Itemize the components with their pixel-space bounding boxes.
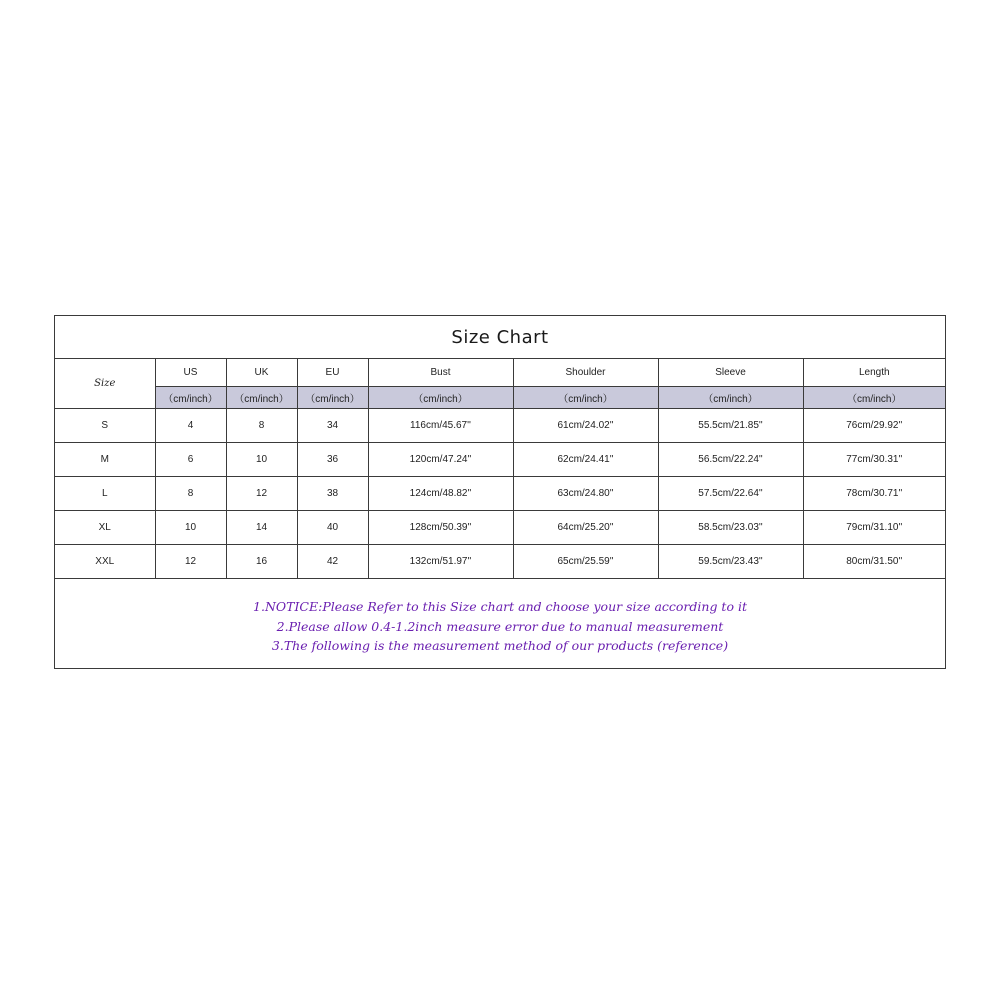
table-cell: 116cm/45.67'': [368, 409, 513, 443]
size-cell: XL: [55, 511, 155, 545]
note-line: 3.The following is the measurement method of our products (reference): [271, 638, 729, 653]
table-cell: 34: [297, 409, 368, 443]
note-line: 2.Please allow 0.4-1.2inch measure error due to manual measurement: [276, 618, 724, 634]
table-cell: 10: [155, 511, 226, 545]
table-cell: 40: [297, 511, 368, 545]
table-cell: 38: [297, 477, 368, 511]
table-cell: 55.5cm/21.85'': [658, 409, 803, 443]
unit-label: （cm/inch）: [297, 387, 368, 409]
size-header: Size: [55, 359, 155, 409]
table-cell: 10: [226, 443, 297, 477]
table-row: [55, 477, 945, 511]
unit-label: （cm/inch）: [513, 387, 658, 409]
table-row: [55, 443, 945, 477]
table-cell: 61cm/24.02'': [513, 409, 658, 443]
unit-row: [55, 387, 945, 409]
table-cell: 12: [226, 477, 297, 511]
table-cell: 80cm/31.50'': [803, 545, 945, 579]
size-cell: S: [55, 409, 155, 443]
column-header-bust: Bust: [368, 359, 513, 387]
column-header-shoulder: Shoulder: [513, 359, 658, 387]
table-cell: 58.5cm/23.03'': [658, 511, 803, 545]
table-cell: 6: [155, 443, 226, 477]
column-header-length: Length: [803, 359, 945, 387]
size-cell: L: [55, 477, 155, 511]
column-header-us: US: [155, 359, 226, 387]
size-cell: XXL: [55, 545, 155, 579]
unit-label: （cm/inch）: [368, 387, 513, 409]
table-cell: 8: [155, 477, 226, 511]
table-row: [55, 409, 945, 443]
table-cell: 36: [297, 443, 368, 477]
table-cell: 12: [155, 545, 226, 579]
table-cell: 128cm/50.39'': [368, 511, 513, 545]
note-line: 1.NOTICE:Please Refer to this Size chart and choose your size according to it: [253, 599, 747, 614]
size-table: [55, 359, 945, 579]
unit-label: （cm/inch）: [658, 387, 803, 409]
table-cell: 62cm/24.41'': [513, 443, 658, 477]
column-header-sleeve: Sleeve: [658, 359, 803, 387]
table-cell: 124cm/48.82'': [368, 477, 513, 511]
chart-title: Size Chart: [55, 316, 945, 359]
table-cell: 56.5cm/22.24'': [658, 443, 803, 477]
table-cell: 64cm/25.20'': [513, 511, 658, 545]
unit-label: （cm/inch）: [226, 387, 297, 409]
table-cell: 16: [226, 545, 297, 579]
table-row: [55, 511, 945, 545]
table-cell: 77cm/30.31'': [803, 443, 945, 477]
size-cell: M: [55, 443, 155, 477]
table-cell: 14: [226, 511, 297, 545]
table-cell: 132cm/51.97'': [368, 545, 513, 579]
column-header-eu: EU: [297, 359, 368, 387]
table-cell: 76cm/29.92'': [803, 409, 945, 443]
header-row: [55, 359, 945, 387]
table-cell: 79cm/31.10'': [803, 511, 945, 545]
table-cell: 4: [155, 409, 226, 443]
table-cell: 42: [297, 545, 368, 579]
table-cell: 65cm/25.59'': [513, 545, 658, 579]
unit-label: （cm/inch）: [803, 387, 945, 409]
table-cell: 63cm/24.80'': [513, 477, 658, 511]
table-cell: 57.5cm/22.64'': [658, 477, 803, 511]
table-row: [55, 545, 945, 579]
table-cell: 8: [226, 409, 297, 443]
size-chart: [54, 315, 946, 669]
notes: [55, 579, 945, 656]
unit-label: （cm/inch）: [155, 387, 226, 409]
column-header-uk: UK: [226, 359, 297, 387]
table-cell: 59.5cm/23.43'': [658, 545, 803, 579]
table-cell: 78cm/30.71'': [803, 477, 945, 511]
table-cell: 120cm/47.24'': [368, 443, 513, 477]
